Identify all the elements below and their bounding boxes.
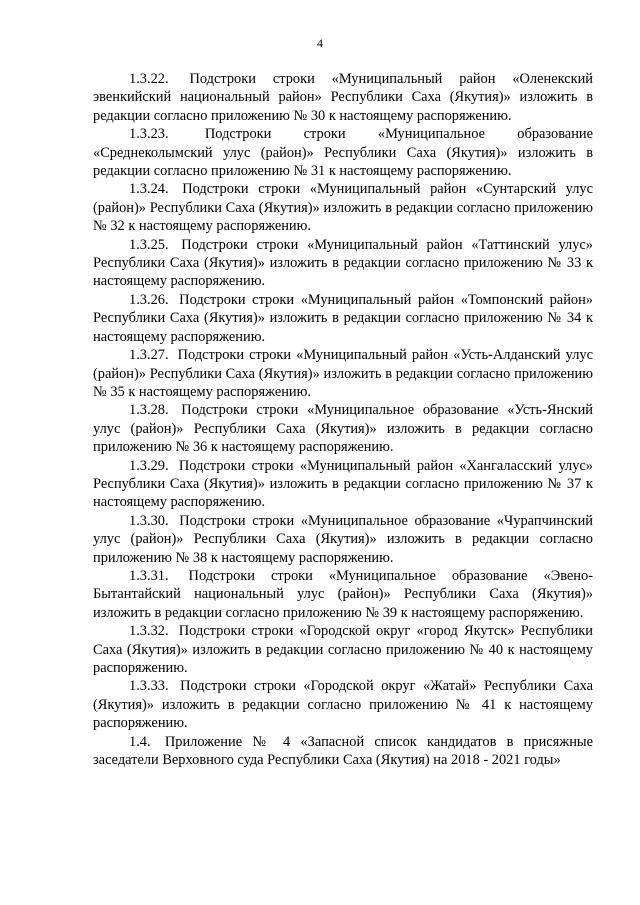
paragraph-number: 1.4. xyxy=(129,733,151,750)
paragraph-number: 1.3.33. xyxy=(129,678,169,695)
paragraph-text: Подстроки строки «Муниципальный район «Усть-Алданский улус (район)» Республики Саха (Якутия)» изложить в редакции согласно приложению № 35 к настоящему распоряжению. xyxy=(93,347,593,400)
paragraph-text: Подстроки строки «Городской округ «город Якутск» Республики Саха (Якутия)» изложить в редакции согласно приложению № 40 к настоящему распоряжению. xyxy=(93,623,593,676)
paragraph-text: Подстроки строки «Муниципальный район «Оленекский эвенкийский национальный район» Республики Саха (Якутия)» изложить в редакции согласно приложению № 30 к настоящему распоряжению. xyxy=(93,71,593,124)
paragraph-1-3-27 xyxy=(93,346,593,401)
paragraph-number: 1.3.23. xyxy=(129,126,169,143)
paragraph-text: Подстроки строки «Муниципальное образование «Эвено-Бытантайский национальный улус (район)» Республики Саха (Якутия)» изложить в редакции согласно приложению № 39 к настоящему распоряжению. xyxy=(93,567,593,621)
paragraph-1-3-31 xyxy=(93,567,593,622)
document-body xyxy=(93,70,593,769)
paragraph-1-3-22 xyxy=(93,70,593,125)
paragraph-number: 1.3.27. xyxy=(129,347,169,364)
paragraph-1-3-32 xyxy=(93,622,593,677)
paragraph-text: Подстроки строки «Муниципальный район «Сунтарский улус (район)» Республики Саха (Якутия)» изложить в редакции согласно приложению № 32 к настоящему распоряжению. xyxy=(93,181,593,235)
paragraph-1-4 xyxy=(93,733,593,770)
paragraph-number: 1.3.22. xyxy=(129,71,169,87)
paragraph-1-3-23 xyxy=(93,125,593,180)
paragraph-1-3-24 xyxy=(93,180,593,235)
paragraph-text: Подстроки строки «Городской округ «Жатай» Республики Саха (Якутия)» изложить в редакции согласно приложению № 41 к настоящему распоряжению. xyxy=(93,678,593,732)
paragraph-number: 1.3.30. xyxy=(129,512,169,529)
paragraph-1-3-30 xyxy=(93,512,593,567)
paragraph-text: Подстроки строки «Муниципальный район «Хангаласский улус» Республики Саха (Якутия)» изложить в редакции согласно приложению № 37 к настоящему распоряжению. xyxy=(93,457,593,511)
paragraph-text: Подстроки строки «Муниципальное образование «Среднеколымский улус (район)» Республики Саха (Якутия)» изложить в редакции согласно приложению № 31 к настоящему распоряжению. xyxy=(93,126,593,180)
paragraph-1-3-25 xyxy=(93,236,593,291)
paragraph-number: 1.3.32. xyxy=(129,623,169,640)
paragraph-1-3-33 xyxy=(93,677,593,732)
paragraph-1-3-28 xyxy=(93,401,593,456)
paragraph-number: 1.3.28. xyxy=(129,402,169,419)
paragraph-text: Подстроки строки «Муниципальное образование «Чурапчинский улус (район)» Республики Саха (Якутия)» изложить в редакции согласно приложению № 38 к настоящему распоряжению. xyxy=(93,512,593,566)
paragraph-number: 1.3.26. xyxy=(129,291,169,308)
paragraph-text: Подстроки строки «Муниципальный район «Томпонский район» Республики Саха (Якутия)» изложить в редакции согласно приложению № 34 к настоящему распоряжению. xyxy=(93,291,593,345)
paragraph-text: Приложение № 4 «Запасной список кандидатов в присяжные заседатели Верховного суда Республики Саха (Якутия) на 2018 - 2021 годы» xyxy=(93,733,593,769)
page-number: 4 xyxy=(317,36,323,50)
paragraph-number: 1.3.24. xyxy=(129,181,169,198)
paragraph-number: 1.3.31. xyxy=(129,567,169,584)
paragraph-text: Подстроки строки «Муниципальное образование «Усть-Янский улус (район)» Республики Саха (Якутия)» изложить в редакции согласно приложению № 36 к настоящему распоряжению. xyxy=(93,402,593,456)
paragraph-number: 1.3.29. xyxy=(129,457,169,474)
paragraph-1-3-26 xyxy=(93,291,593,346)
paragraph-text: Подстроки строки «Муниципальный район «Таттинский улус» Республики Саха (Якутия)» изложить в редакции согласно приложению № 33 к настоящему распоряжению. xyxy=(93,236,593,290)
paragraph-number: 1.3.25. xyxy=(129,236,169,253)
paragraph-1-3-29 xyxy=(93,457,593,512)
